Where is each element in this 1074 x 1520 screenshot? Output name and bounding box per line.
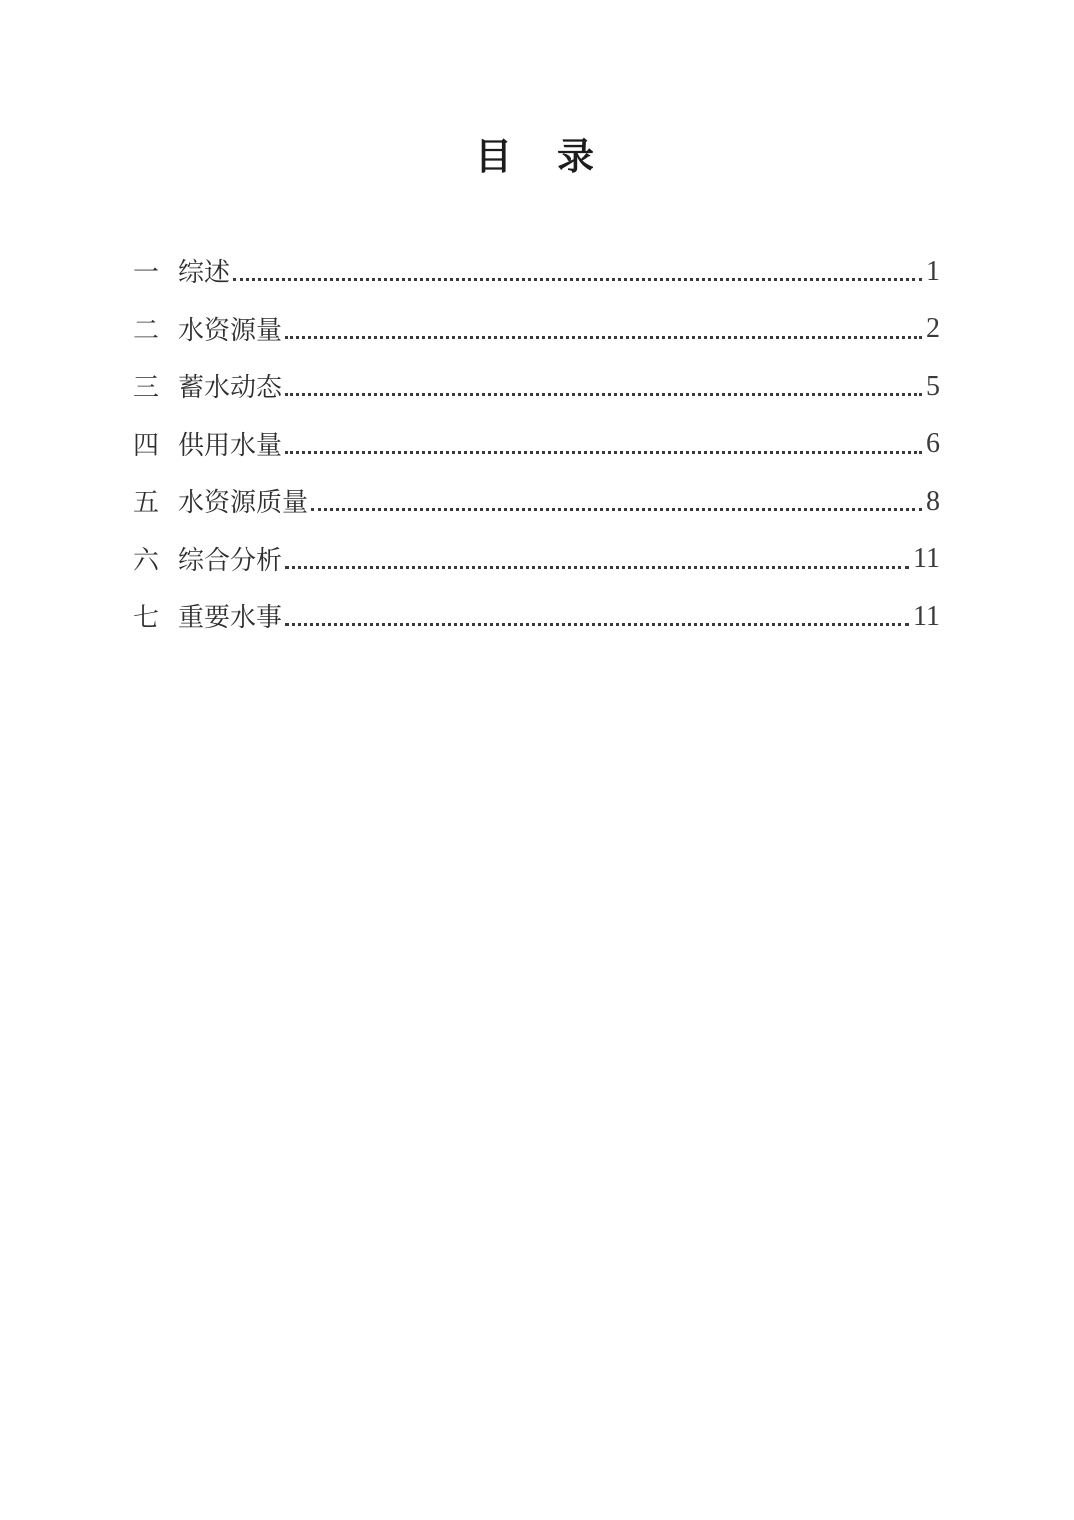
toc-entry-label: 水资源量 [178, 315, 283, 345]
toc-entry-number: 七 [133, 603, 160, 632]
toc-leader-dots [285, 393, 922, 396]
toc-entry-number: 四 [133, 430, 160, 460]
toc-entry-number: 二 [133, 315, 160, 345]
toc-leader-dots [285, 623, 909, 626]
toc-title: 目 录 [475, 137, 598, 178]
toc-entry [133, 231, 940, 289]
toc-entry-label: 蓄水动态 [178, 373, 283, 402]
toc-entry-page: 11 [913, 600, 940, 632]
toc-entry-page: 5 [926, 370, 940, 402]
toc-entry [133, 346, 940, 404]
toc-leader-dots [285, 566, 909, 569]
toc-entry-number: 一 [133, 258, 160, 287]
toc-entry [133, 288, 940, 346]
toc-list [133, 231, 940, 634]
toc-leader-dots [285, 336, 922, 339]
toc-entry [133, 518, 940, 576]
toc-entry [133, 576, 940, 634]
toc-entry-page: 8 [926, 485, 940, 517]
toc-entry-page: 6 [926, 428, 940, 460]
toc-entry-number: 三 [133, 373, 160, 402]
toc-leader-dots [233, 278, 922, 281]
toc-entry-label: 综述 [178, 258, 231, 287]
toc-entry-page: 11 [913, 543, 940, 575]
toc-entry-label: 水资源质量 [178, 488, 309, 517]
toc-entry-label: 供用水量 [178, 430, 283, 460]
toc-entry-page: 2 [926, 313, 940, 345]
toc-entry-page: 1 [926, 255, 940, 287]
toc-entry [133, 461, 940, 519]
toc-entry-label: 重要水事 [178, 603, 283, 632]
toc-entry [133, 403, 940, 461]
toc-entry-number: 五 [133, 488, 160, 517]
toc-leader-dots [285, 451, 922, 454]
toc-entry-number: 六 [133, 545, 160, 575]
toc-entry-label: 综合分析 [178, 545, 283, 575]
toc-leader-dots [311, 508, 922, 511]
